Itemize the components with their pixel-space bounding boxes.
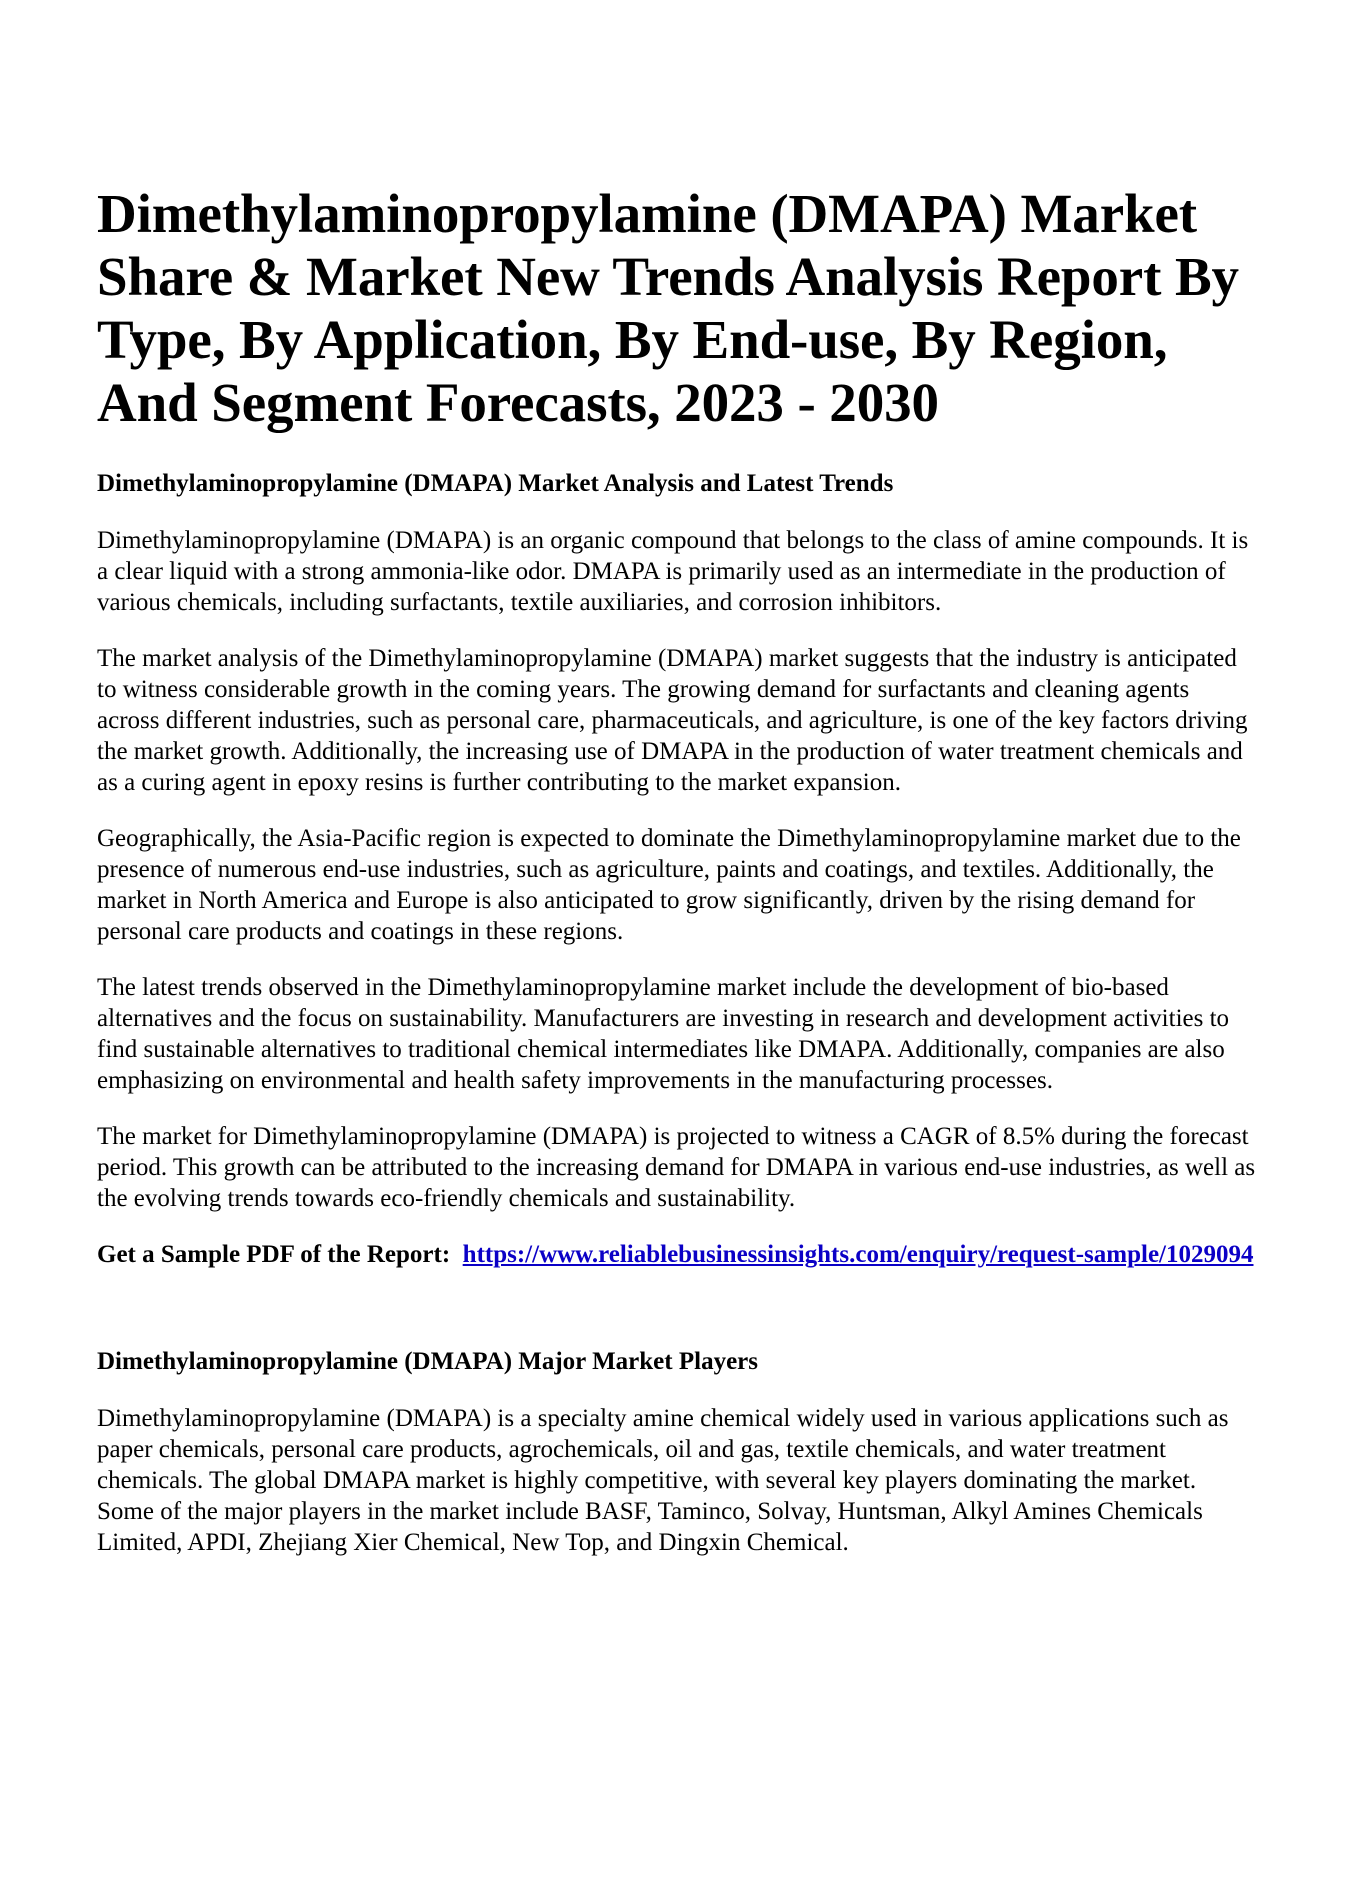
sample-pdf-line (97, 1239, 1257, 1270)
paragraph: The market analysis of the Dimethylaminopropylamine (DMAPA) market suggests that the industry is anticipated to witness considerable growth in the coming years. The growing demand for surfactants and cleaning agents across different industries, such as personal care, pharmaceuticals, and agriculture, is one of the key factors driving the market growth. Additionally, the increasing use of DMAPA in the production of water treatment chemicals and as a curing agent in epoxy resins is further contributing to the market expansion. (97, 645, 1248, 796)
analysis-section-heading: Dimethylaminopropylamine (DMAPA) Market Analysis and Latest Trends (97, 470, 894, 497)
paragraph: The market for Dimethylaminopropylamine (DMAPA) is projected to witness a CAGR of 8.5% during the forecast period. This growth can be attributed to the increasing demand for DMAPA in various end-use industries, as well as the evolving trends towards eco-friendly chemicals and sustainability. (97, 1123, 1256, 1212)
paragraph: Dimethylaminopropylamine (DMAPA) is an organic compound that belongs to the class of amine compounds. It is a clear liquid with a strong ammonia-like odor. DMAPA is primarily used as an intermediate in the production of various chemicals, including surfactants, textile auxiliaries, and corrosion inhibitors. (97, 527, 1249, 616)
report-title: Dimethylaminopropylamine (DMAPA) Market Share & Market New Trends Analysis Report By Type, By Application, By End-use, By Region, And Segment Forecasts, 2023 - 2030 (97, 183, 1239, 433)
document-page (97, 0, 1257, 1558)
paragraph: Geographically, the Asia-Pacific region is expected to dominate the Dimethylaminopropylamine market due to the presence of numerous end-use industries, such as agriculture, paints and coatings, and textiles. Additionally, the market in North America and Europe is also anticipated to grow significantly, driven by the rising demand for personal care products and coatings in these regions. (97, 825, 1241, 945)
paragraph: The latest trends observed in the Dimethylaminopropylamine market include the development of bio-based alternatives and the focus on sustainability. Manufacturers are investing in research and development activities to find sustainable alternatives to traditional chemical intermediates like DMAPA. Additionally, companies are also emphasizing on environmental and health safety improvements in the manufacturing processes. (97, 974, 1230, 1094)
paragraph: Dimethylaminopropylamine (DMAPA) is a specialty amine chemical widely used in various applications such as paper chemicals, personal care products, agrochemicals, oil and gas, textile chemicals, and water treatment chemicals. The global DMAPA market is highly competitive, with several key players dominating the market. Some of the major players in the market include BASF, Taminco, Solvay, Huntsman, Alkyl Amines Chemicals Limited, APDI, Zhejiang Xier Chemical, New Top, and Dingxin Chemical. (97, 1405, 1229, 1556)
sample-pdf-link[interactable]: https://www.reliablebusinessinsights.com/enquiry/request-sample/1029094 (462, 1241, 1254, 1268)
sample-pdf-label: Get a Sample PDF of the Report: (97, 1241, 451, 1268)
market-players-heading: Dimethylaminopropylamine (DMAPA) Major Market Players (97, 1348, 758, 1375)
spacer (97, 1270, 1257, 1346)
